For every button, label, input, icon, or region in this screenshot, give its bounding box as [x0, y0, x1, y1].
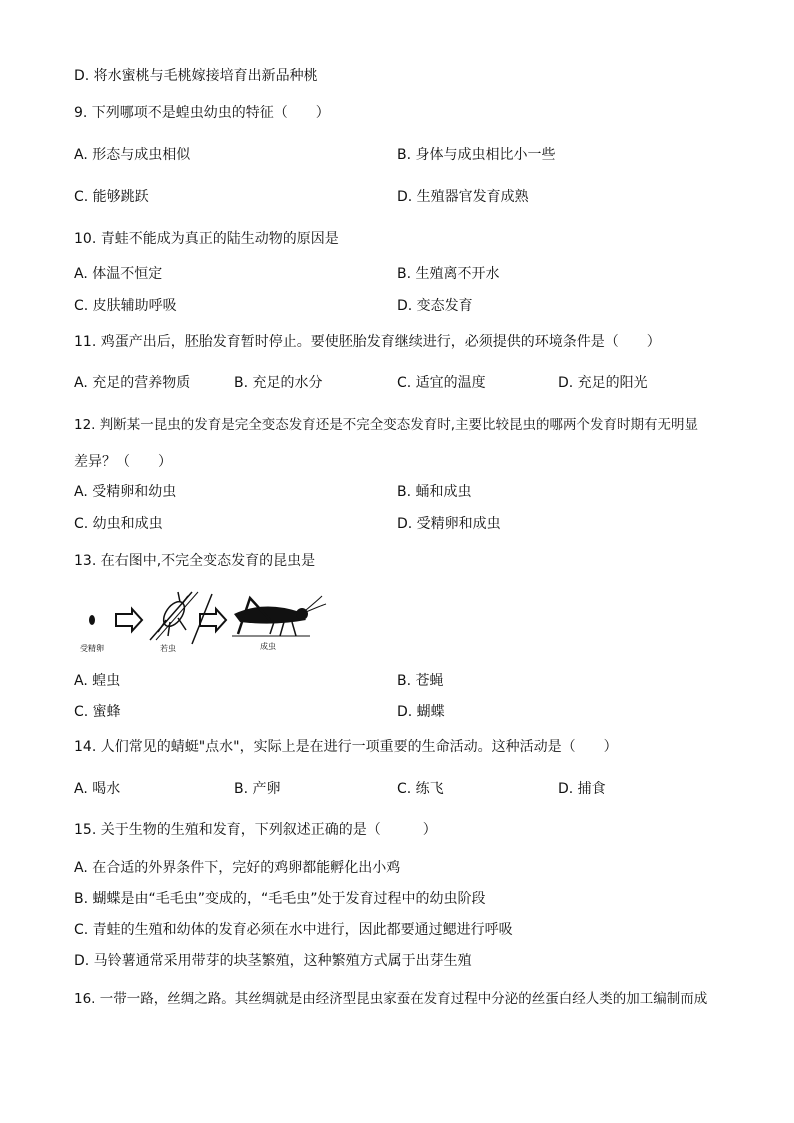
stem-line — [192, 594, 212, 644]
q13-option-d: D. 蝴蝶 — [397, 704, 445, 720]
q15-option-d: D. 马铃薯通常采用带芽的块茎繁殖，这种繁殖方式属于出芽生殖 — [74, 953, 472, 969]
arrow-icon — [116, 609, 142, 631]
nymph-icon — [150, 592, 198, 640]
q15-option-c: C. 青蛙的生殖和幼体的发育必须在水中进行，因此都要通过鳃进行呼吸 — [74, 922, 513, 938]
q15-option-b: B. 蝴蝶是由“毛毛虫”变成的，“毛毛虫”处于发育过程中的幼虫阶段 — [74, 891, 486, 907]
q10-stem: 10. 青蛙不能成为真正的陆生动物的原因是 — [74, 231, 339, 247]
q12-option-c: C. 幼虫和成虫 — [74, 516, 163, 532]
q13-stem: 13. 在右图中,不完全变态发育的昆虫是 — [74, 553, 316, 569]
q15-option-a: A. 在合适的外界条件下，完好的鸡卵都能孵化出小鸡 — [74, 860, 401, 876]
q13-option-a: A. 蝗虫 — [74, 673, 121, 689]
q10-option-d: D. 变态发育 — [397, 298, 473, 314]
q11-option-a: A. 充足的营养物质 — [74, 375, 191, 391]
q10-option-b: B. 生殖离不开水 — [397, 266, 500, 282]
q14-stem: 14. 人们常见的蜻蜓"点水"，实际上是在进行一项重要的生命活动。这种活动是（ ） — [74, 739, 618, 755]
q11-option-b: B. 充足的水分 — [234, 375, 323, 391]
egg-icon — [89, 615, 95, 625]
figure-label-adult: 成虫 — [260, 642, 276, 651]
q8-option-d: D. 将水蜜桃与毛桃嫁接培育出新品种桃 — [74, 68, 318, 84]
q11-option-d: D. 充足的阳光 — [558, 375, 648, 391]
figure-label-egg: 受精卵 — [80, 644, 104, 653]
q9-option-d: D. 生殖器官发育成熟 — [397, 189, 529, 205]
q13-option-b: B. 苍蝇 — [397, 673, 444, 689]
q9-stem: 9. 下列哪项不是蝗虫幼虫的特征（ ） — [74, 105, 330, 121]
q9-option-c: C. 能够跳跃 — [74, 189, 149, 205]
insect-development-diagram — [74, 590, 334, 660]
adult-grasshopper-icon — [232, 596, 326, 636]
q11-option-c: C. 适宜的温度 — [397, 375, 486, 391]
q12-option-d: D. 受精卵和成虫 — [397, 516, 501, 532]
q12-option-b: B. 蛹和成虫 — [397, 484, 472, 500]
q12-option-a: A. 受精卵和幼虫 — [74, 484, 177, 500]
q9-option-b: B. 身体与成虫相比小一些 — [397, 147, 556, 163]
q12-stem-line2: 差异？（ ） — [74, 454, 172, 470]
q14-option-b: B. 产卵 — [234, 781, 281, 797]
figure-label-nymph: 若虫 — [160, 644, 176, 653]
q14-option-c: C. 练飞 — [397, 781, 444, 797]
q14-option-d: D. 捕食 — [558, 781, 606, 797]
q13-option-c: C. 蜜蜂 — [74, 704, 121, 720]
insect-development-figure — [74, 590, 334, 660]
q11-stem: 11. 鸡蛋产出后，胚胎发育暂时停止。要使胚胎发育继续进行，必须提供的环境条件是（ ） — [74, 334, 661, 350]
q15-stem: 15. 关于生物的生殖和发育，下列叙述正确的是（ ） — [74, 822, 437, 838]
q10-option-c: C. 皮肤辅助呼吸 — [74, 298, 177, 314]
q16-stem: 16. 一带一路，丝绸之路。其丝绸就是由经济型昆虫家蚕在发育过程中分泌的丝蛋白经人类的加工编制而成 — [74, 991, 708, 1007]
q14-option-a: A. 喝水 — [74, 781, 121, 797]
q9-option-a: A. 形态与成虫相似 — [74, 147, 191, 163]
q12-stem-line1: 12. 判断某一昆虫的发育是完全变态发育还是不完全变态发育时,主要比较昆虫的哪两个发育时期有无明显 — [74, 417, 699, 433]
q10-option-a: A. 体温不恒定 — [74, 266, 163, 282]
